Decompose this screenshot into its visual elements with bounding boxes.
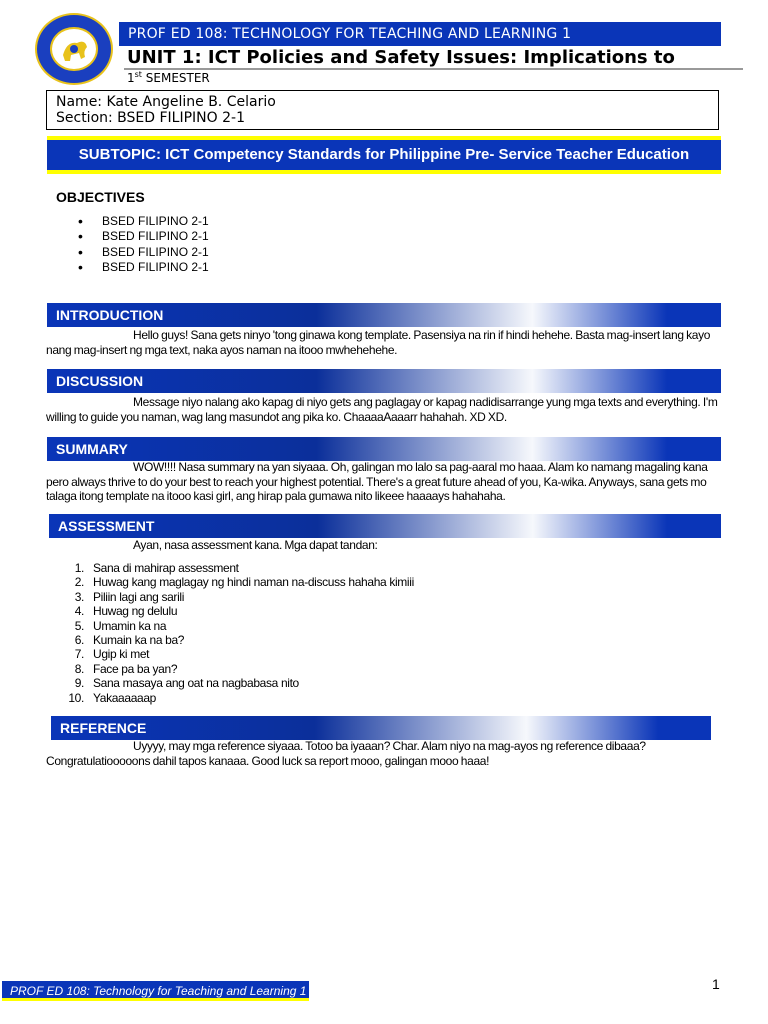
list-item: 10. Yakaaaaaap: [68, 690, 157, 705]
summary-text: WOW!!!! Nasa summary na yan siyaaa. Oh, galingan mo lalo sa pag-aaral mo haaa. Alam ko namang magaling kana pero always thrive to do your best to reach your highest potential. There's a great future ahead of you, Ka-wika. Anyways, sana gets mo talaga itong template na itooo kasi girl, ang hirap pala gumawa nito likeee haaaays hahahaha.: [46, 460, 708, 503]
list-item: 6. Kumain ka na ba?: [74, 632, 185, 647]
semester-label: 1st SEMESTER: [127, 70, 210, 85]
list-item: 3. Piliin lagi ang sarili: [74, 589, 185, 604]
list-item: 9. Sana masaya ang oat na nagbabasa nito: [74, 676, 299, 691]
subtopic-banner: SUBTOPIC: ICT Competency Standards for Philippine Pre- Service Teacher Education: [47, 140, 721, 170]
list-item: 8. Face pa ba yan?: [74, 661, 178, 676]
student-info-box: [46, 90, 719, 130]
student-name: Name: Kate Angeline B. Celario: [56, 94, 276, 110]
unit-title: UNIT 1: ICT Policies and Safety Issues: Implications to: [127, 47, 675, 68]
reference-heading: REFERENCE: [51, 716, 711, 740]
introduction-heading: INTRODUCTION: [47, 303, 721, 327]
list-item: • BSED FILIPINO 2-1: [78, 229, 209, 244]
assessment-intro: Ayan, nasa assessment kana. Mga dapat tandan:: [133, 538, 378, 552]
title-underline: [124, 68, 743, 70]
list-item: 2. Huwag kang maglagay ng hindi naman na-discuss hahaha kimiii: [74, 575, 414, 590]
list-item: 5. Umamin ka na: [74, 618, 167, 633]
course-title-bar: PROF ED 108: TECHNOLOGY FOR TEACHING AND LEARNING 1: [119, 22, 721, 46]
objectives-heading: OBJECTIVES: [56, 189, 145, 205]
page-number: 1: [712, 976, 720, 992]
summary-heading: SUMMARY: [47, 437, 721, 461]
assessment-list: [62, 561, 414, 705]
list-item: • BSED FILIPINO 2-1: [78, 260, 209, 275]
discussion-text: Message niyo nalang ako kapag di niyo gets ang paglagay or kapag nadidisarrange yung mga texts and everything. I'm willing to guide you naman, wag lang masundot ang pika ko. ChaaaaAaaarr hahahah. XD XD.: [46, 395, 718, 424]
assessment-heading: ASSESSMENT: [49, 514, 721, 538]
student-section: Section: BSED FILIPINO 2-1: [56, 110, 245, 126]
list-item: • BSED FILIPINO 2-1: [78, 245, 209, 260]
university-seal-logo: [35, 13, 113, 85]
introduction-text: Hello guys! Sana gets ninyo 'tong ginawa kong template. Pasensiya na rin if hindi hehehe. Basta mag-insert lang kayo nang mag-insert ng mga text, naka ayos naman na itooo mwhehehehe.: [46, 328, 711, 357]
discussion-heading: DISCUSSION: [47, 369, 721, 393]
list-item: 4. Huwag ng delulu: [74, 604, 178, 619]
list-item: 1. Sana di mahirap assessment: [74, 561, 239, 575]
list-item: 7. Ugip ki met: [74, 647, 150, 662]
objectives-list: [78, 214, 209, 276]
footer-course-bar: PROF ED 108: Technology for Teaching and Learning 1: [2, 981, 309, 1001]
reference-text: Uyyyy, may mga reference siyaaa. Totoo ba iyaaan? Char. Alam niyo na mag-ayos ng reference dibaaa? Congratulatiooooons dahil tapos kanaaa. Good luck sa report mooo, galingan mooo haaa!: [46, 739, 646, 768]
list-item: • BSED FILIPINO 2-1: [78, 214, 209, 229]
